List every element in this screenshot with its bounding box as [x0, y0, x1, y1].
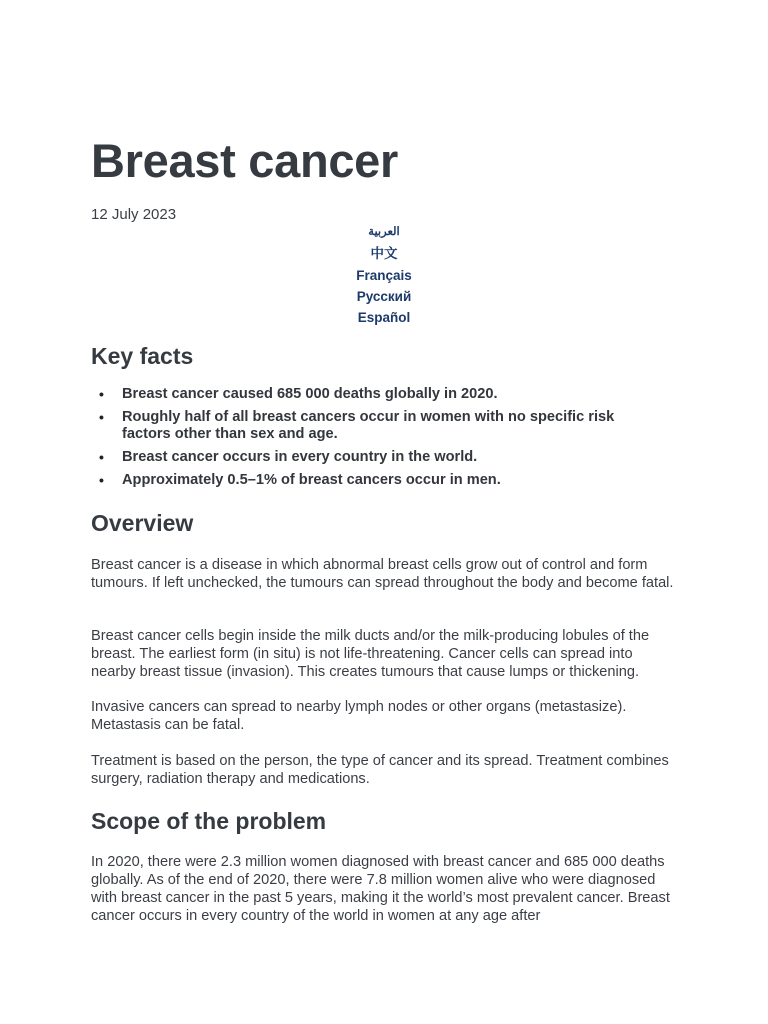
key-fact-text: Breast cancer occurs in every country in the world.	[122, 449, 478, 466]
article	[91, 0, 674, 1024]
key-fact-text: Roughly half of all breast cancers occur in women with no specific risk factors other than sex and age.	[122, 408, 615, 443]
key-facts-heading: Key facts	[91, 343, 194, 369]
language-link-french[interactable]: Français	[356, 267, 412, 283]
language-link-chinese[interactable]: 中文	[370, 246, 398, 262]
key-facts-list	[91, 386, 651, 495]
overview-heading: Overview	[91, 510, 194, 536]
list-item	[91, 386, 651, 404]
overview-paragraph: Treatment is based on the person, the type of cancer and its spread. Treatment combines surgery, radiation therapy and medications.	[91, 753, 669, 787]
publication-date: 12 July 2023	[91, 206, 177, 223]
language-link-spanish[interactable]: Español	[357, 310, 411, 326]
language-link-russian[interactable]: Русский	[356, 288, 412, 304]
key-fact-text: Approximately 0.5–1% of breast cancers occur in men.	[122, 471, 501, 488]
list-item	[91, 472, 651, 490]
overview-paragraph: Invasive cancers can spread to nearby lymph nodes or other organs (metastasize). Metastasis can be fatal.	[91, 699, 627, 733]
scope-paragraph: In 2020, there were 2.3 million women diagnosed with breast cancer and 685 000 deaths globally. As of the end of 2020, there were 7.8 million women alive who were diagnosed with breast cancer in the past 5 years, making it the world’s most prevalent cancer. Breast cancer occurs in every country of the world in women at any age after	[91, 854, 670, 924]
list-item	[91, 409, 651, 444]
bullet-icon: •	[99, 386, 104, 402]
language-selector	[91, 222, 677, 328]
scope-heading: Scope of the problem	[91, 808, 327, 834]
bullet-icon: •	[99, 471, 104, 488]
key-fact-text: Breast cancer caused 685 000 deaths globally in 2020.	[122, 386, 498, 402]
page-title: Breast cancer	[91, 134, 399, 187]
overview-paragraph: Breast cancer is a disease in which abnormal breast cells grow out of control and form tumours. If left unchecked, the tumours can spread throughout the body and become fatal.	[91, 557, 674, 591]
list-item	[91, 449, 651, 467]
bullet-icon: •	[99, 408, 104, 425]
bullet-icon: •	[99, 449, 104, 466]
overview-paragraph: Breast cancer cells begin inside the milk ducts and/or the milk-producing lobules of the breast. The earliest form (in situ) is not life-threatening. Cancer cells can spread into nearby breast tissue (invasion). This creates tumours that cause lumps or thickening.	[91, 628, 650, 680]
language-link-arabic[interactable]: العربية	[368, 226, 400, 238]
